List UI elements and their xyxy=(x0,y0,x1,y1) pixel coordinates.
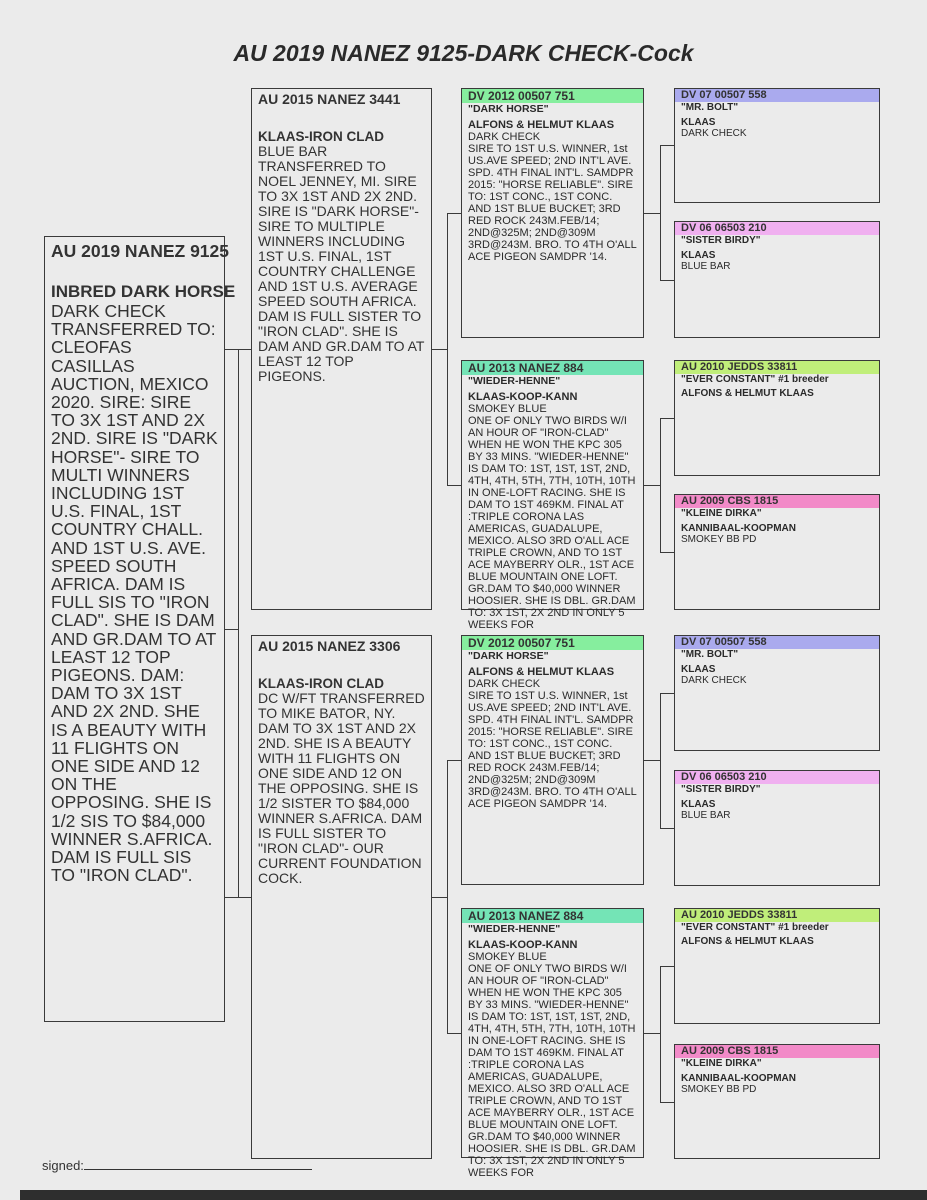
ddd-nick: "KLEINE DIRKA" xyxy=(681,1058,762,1069)
ssd-text: BLUE BAR xyxy=(681,261,731,272)
connector xyxy=(660,145,674,146)
connector xyxy=(660,552,674,553)
dam-sire-breeder: ALFONS & HELMUT KLAAS xyxy=(468,666,615,678)
subject-name: INBRED DARK HORSE xyxy=(51,282,236,301)
connector xyxy=(447,760,461,761)
sds-breeder: ALFONS & HELMUT KLAAS xyxy=(681,388,814,399)
ddd-box xyxy=(674,1044,880,1159)
page-title: AU 2019 NANEZ 9125-DARK CHECK-Cock xyxy=(233,40,694,66)
dds-nick: "EVER CONSTANT" #1 breeder xyxy=(681,922,829,933)
signature-blank xyxy=(84,1158,312,1170)
dam-band: AU 2015 NANEZ 3306 xyxy=(258,638,401,654)
connector xyxy=(447,213,448,485)
sire-band: AU 2015 NANEZ 3441 xyxy=(258,91,401,107)
dss-breeder: KLAAS xyxy=(681,664,716,675)
sire-sire-band: DV 2012 00507 751 xyxy=(462,89,643,103)
dds-box xyxy=(674,908,880,1024)
connector xyxy=(225,629,239,630)
dds-breeder: ALFONS & HELMUT KLAAS xyxy=(681,936,814,947)
connector xyxy=(660,418,661,552)
connector xyxy=(447,760,448,1033)
connector xyxy=(660,418,674,419)
sire-sire-nick: "DARK HORSE" xyxy=(468,103,549,115)
sire-text: BLUE BAR TRANSFERRED TO NOEL JENNEY, MI. SIRE TO 3X 1ST AND 2X 2ND. SIRE IS "DARK HORSE"- SIRE TO MULTIPLE WINNERS INCLUDING 1ST U.S. FINAL, 1ST COUNTRY CHALLENGE AND 1ST U.S. AVERAGE SPEED SOUTH AFRICA. DAM IS FULL SISTER TO "IRON CLAD". SHE IS DAM AND GR.DAM TO AT LEAST 12 TOP PIGEONS. xyxy=(258,143,425,384)
dss-box xyxy=(674,635,880,751)
sss-nick: "MR. BOLT" xyxy=(681,102,739,113)
dam-dam-breeder: KLAAS-KOOP-KANN xyxy=(468,939,578,951)
footer-bar xyxy=(20,1190,927,1200)
sss-breeder: KLAAS xyxy=(681,117,716,128)
dss-nick: "MR. BOLT" xyxy=(681,649,739,660)
ddd-text: SMOKEY BB PD xyxy=(681,1084,757,1095)
dam-text: DC W/FT TRANSFERRED TO MIKE BATOR, NY. DAM TO 3X 1ST AND 2X 2ND. SHE IS A BEAUTY WITH 11 FLIGHTS ON ONE SIDE AND 12 ON THE OPPOSING. SHE IS 1/2 SISTER TO $84,000 WINNER S.AFRICA. DAM IS FULL SISTER TO "IRON CLAD"- OUR CURRENT FOUNDATION COCK. xyxy=(258,690,425,886)
connector xyxy=(660,966,661,1102)
connector xyxy=(644,760,660,761)
sds-band: AU 2010 JEDDS 33811 xyxy=(675,361,879,374)
dam-dam-band: AU 2013 NANEZ 884 xyxy=(462,909,643,923)
sire-name: KLAAS-IRON CLAD xyxy=(258,129,384,144)
ssd-band: DV 06 06503 210 xyxy=(675,222,879,235)
sdd-breeder: KANNIBAAL-KOOPMAN xyxy=(681,523,796,534)
sire-dam-band: AU 2013 NANEZ 884 xyxy=(462,361,643,375)
signature-line xyxy=(42,1158,312,1173)
connector xyxy=(660,145,661,280)
sds-box xyxy=(674,360,880,476)
connector xyxy=(644,1033,660,1034)
dam-sire-nick: "DARK HORSE" xyxy=(468,650,549,662)
sire-dam-text: SMOKEY BLUE ONE OF ONLY TWO BIRDS W/I AN HOUR OF "IRON-CLAD" WHEN HE WON THE KPC 305 BY 33 MINS. "WIEDER-HENNE" IS DAM TO: 1ST, 1ST, 1ST, 2ND, 4TH, 4TH, 5TH, 7TH, 10TH, 10TH IN ONE-LOFT RACING. SHE IS DAM TO 1ST 469KM. FINAL AT :TRIPLE CORONA LAS AMERICAS, GUADALUPE, MEXICO. ALSO 3RD O'ALL ACE TRIPLE CROWN, AND TO 1ST ACE MAYBERRY OLR., 1ST ACE BLUE MOUNTAIN ONE LOFT. GR.DAM TO $40,000 WINNER HOOSIER. SHE IS DBL. GR.DAM TO: 3X 1ST, 2X 2ND IN ONLY 5 WEEKS FOR xyxy=(468,403,636,631)
connector xyxy=(660,280,674,281)
dam-dam-text: SMOKEY BLUE ONE OF ONLY TWO BIRDS W/I AN HOUR OF "IRON-CLAD" WHEN HE WON THE KPC 305 BY 33 MINS. "WIEDER-HENNE" IS DAM TO: 1ST, 1ST, 1ST, 2ND, 4TH, 4TH, 5TH, 7TH, 10TH, 10TH IN ONE-LOFT RACING. SHE IS DAM TO 1ST 469KM. FINAL AT :TRIPLE CORONA LAS AMERICAS, GUADALUPE, MEXICO. ALSO 3RD O'ALL ACE TRIPLE CROWN, AND TO 1ST ACE MAYBERRY OLR., 1ST ACE BLUE MOUNTAIN ONE LOFT. GR.DAM TO $40,000 WINNER HOOSIER. SHE IS DBL. GR.DAM TO: 3X 1ST, 2X 2ND IN ONLY 5 WEEKS FOR xyxy=(468,951,636,1179)
dam-dam-nick: "WIEDER-HENNE" xyxy=(468,923,561,935)
dam-name: KLAAS-IRON CLAD xyxy=(258,676,384,691)
connector xyxy=(238,349,239,897)
signed-label: signed: xyxy=(42,1158,84,1173)
connector xyxy=(432,897,447,898)
ssd-breeder: KLAAS xyxy=(681,250,716,261)
dss-text: DARK CHECK xyxy=(681,675,747,686)
dds-band: AU 2010 JEDDS 33811 xyxy=(675,909,879,922)
dsd-nick: "SISTER BIRDY" xyxy=(681,784,761,795)
sire-sire-box xyxy=(461,88,644,338)
ssd-nick: "SISTER BIRDY" xyxy=(681,235,761,246)
dsd-breeder: KLAAS xyxy=(681,799,716,810)
connector xyxy=(660,966,674,967)
sdd-nick: "KLEINE DIRKA" xyxy=(681,508,762,519)
sdd-box xyxy=(674,494,880,610)
connector xyxy=(432,349,447,350)
dam-sire-band: DV 2012 00507 751 xyxy=(462,636,643,650)
dam-sire-box xyxy=(461,635,644,885)
dss-band: DV 07 00507 558 xyxy=(675,636,879,649)
subject-box xyxy=(44,236,236,1022)
sire-dam-box xyxy=(461,360,644,631)
dam-dam-box xyxy=(461,908,644,1179)
connector xyxy=(447,485,461,486)
sss-box xyxy=(674,88,880,203)
ddd-band: AU 2009 CBS 1815 xyxy=(675,1045,879,1058)
dam-sire-text: DARK CHECK SIRE TO 1ST U.S. WINNER, 1st US.AVE SPEED; 2ND INT'L AVE. SPD. 4TH FINAL INT'L. SAMDPR 2015: "HORSE RELIABLE". SIRE TO: 1ST CONC., 1ST CONC. AND 1ST BLUE BUCKET; 3RD RED ROCK 243M.FEB/14; 2ND@325M; 2ND@309M 3RD@243M. BRO. TO 4TH O'ALL ACE PIGEON SAMDPR '14. xyxy=(468,678,637,810)
sire-dam-nick: "WIEDER-HENNE" xyxy=(468,375,561,387)
connector xyxy=(225,897,251,898)
dsd-box xyxy=(674,770,880,886)
connector xyxy=(660,693,661,828)
dam-box xyxy=(251,635,432,1159)
sss-text: DARK CHECK xyxy=(681,128,747,139)
sdd-text: SMOKEY BB PD xyxy=(681,534,757,545)
sdd-band: AU 2009 CBS 1815 xyxy=(675,495,879,508)
sss-band: DV 07 00507 558 xyxy=(675,89,879,102)
sds-nick: "EVER CONSTANT" #1 breeder xyxy=(681,374,829,385)
sire-dam-breeder: KLAAS-KOOP-KANN xyxy=(468,391,578,403)
dsd-band: DV 06 06503 210 xyxy=(675,771,879,784)
sire-sire-breeder: ALFONS & HELMUT KLAAS xyxy=(468,119,615,131)
dsd-text: BLUE BAR xyxy=(681,810,731,821)
sire-box xyxy=(251,88,432,610)
ddd-breeder: KANNIBAAL-KOOPMAN xyxy=(681,1073,796,1084)
connector xyxy=(644,485,660,486)
connector xyxy=(447,1033,461,1034)
ssd-box xyxy=(674,221,880,338)
connector xyxy=(660,693,674,694)
subject-text: DARK CHECK TRANSFERRED TO: CLEOFAS CASILLAS AUCTION, MEXICO 2020. SIRE: SIRE TO 3X 1ST AND 2X 2ND. SIRE IS "DARK HORSE"- SIRE TO MULTI WINNERS INCLUDING 1ST U.S. FINAL, 1ST COUNTRY CHALL. AND 1ST U.S. AVE. SPEED SOUTH AFRICA. DAM IS FULL SIS TO "IRON CLAD". SHE IS DAM AND GR.DAM TO AT LEAST 12 TOP PIGEONS. DAM: DAM TO 3X 1ST AND 2X 2ND. SHE IS A BEAUTY WITH 11 FLIGHTS ON ONE SIDE AND 12 ON THE OPPOSING. SHE IS 1/2 SIS TO $84,000 WINNER S.AFRICA. DAM IS FULL SIS TO "IRON CLAD". xyxy=(51,301,218,886)
sire-sire-text: DARK CHECK SIRE TO 1ST U.S. WINNER, 1st US.AVE SPEED; 2ND INT'L AVE. SPD. 4TH FINAL INT'L. SAMDPR 2015: "HORSE RELIABLE". SIRE TO: 1ST CONC., 1ST CONC. AND 1ST BLUE BUCKET; 3RD RED ROCK 243M.FEB/14; 2ND@325M; 2ND@309M 3RD@243M. BRO. TO 4TH O'ALL ACE PIGEON SAMDPR '14. xyxy=(468,131,637,263)
connector xyxy=(447,213,461,214)
connector xyxy=(660,1102,674,1103)
subject-band: AU 2019 NANEZ 9125 xyxy=(51,241,229,261)
connector xyxy=(660,828,674,829)
connector xyxy=(644,213,660,214)
connector xyxy=(225,349,251,350)
